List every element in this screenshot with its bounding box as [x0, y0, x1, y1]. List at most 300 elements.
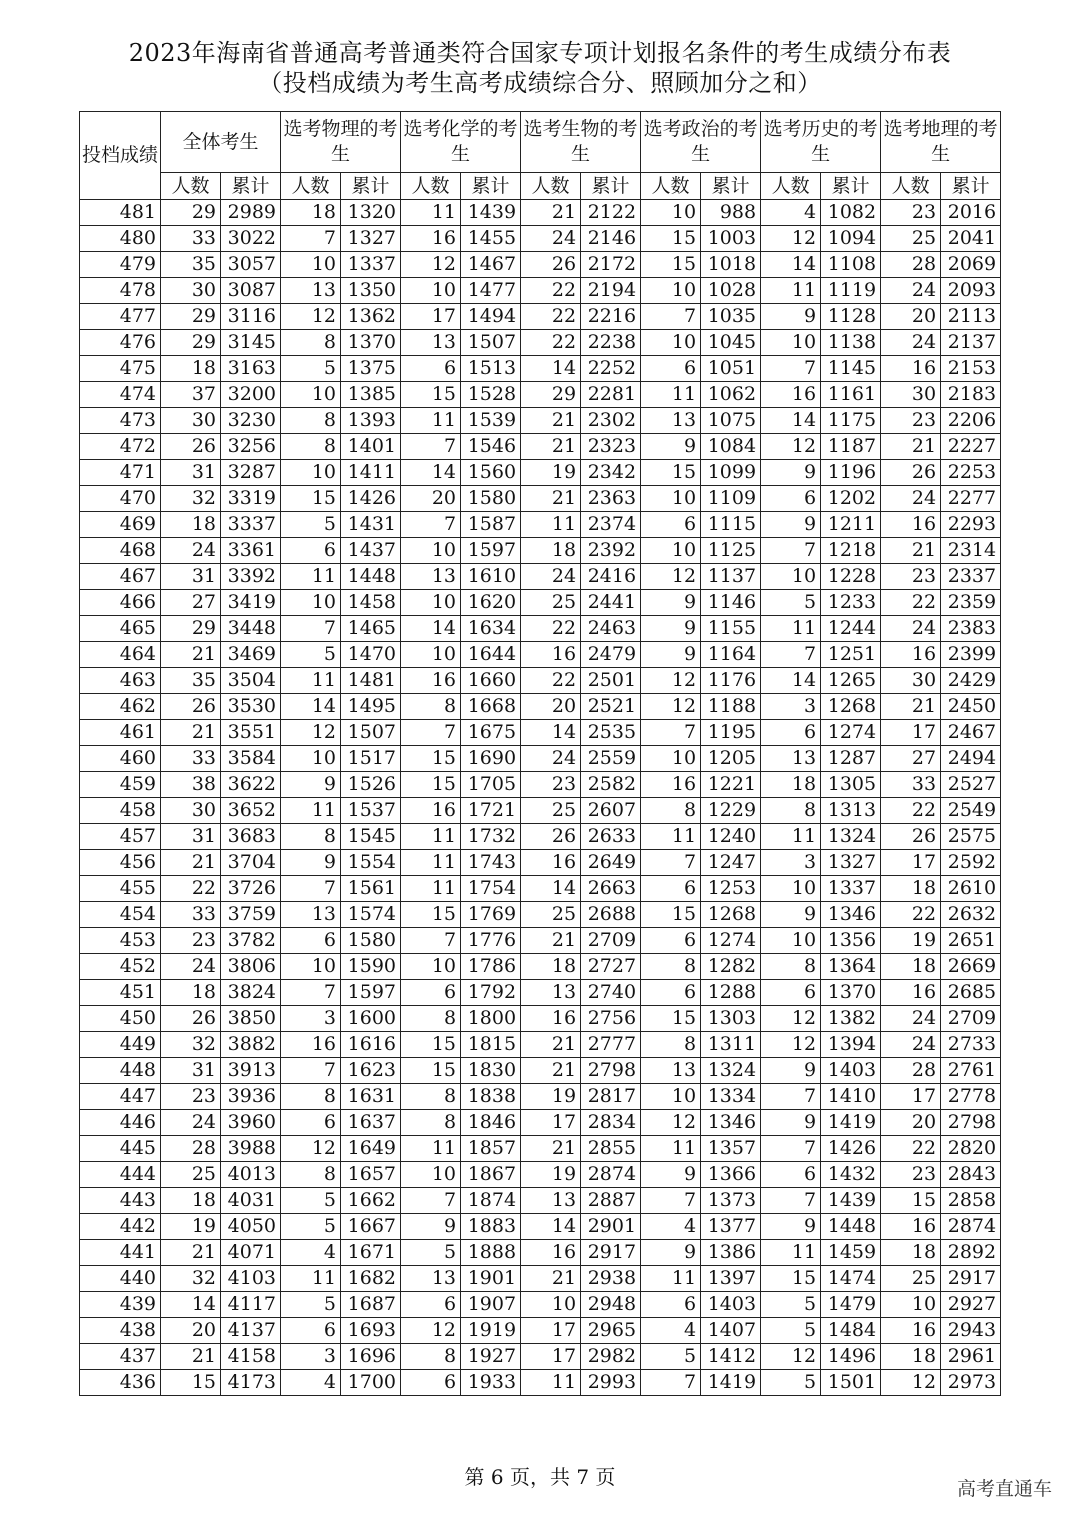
- count-cell: 30: [161, 278, 221, 304]
- table-row: [80, 798, 1001, 824]
- count-cell: 24: [881, 616, 941, 642]
- count-cell: 8: [281, 1162, 341, 1188]
- count-cell: 8: [281, 408, 341, 434]
- count-cell: 9: [641, 590, 701, 616]
- cumulative-cell: 1337: [341, 252, 401, 278]
- count-cell: 11: [641, 824, 701, 850]
- count-cell: 18: [521, 538, 581, 564]
- cumulative-cell: 1668: [461, 694, 521, 720]
- count-cell: 16: [761, 382, 821, 408]
- count-cell: 16: [641, 772, 701, 798]
- cumulative-cell: 1385: [341, 382, 401, 408]
- count-cell: 10: [401, 538, 461, 564]
- cumulative-cell: 3419: [221, 590, 281, 616]
- count-cell: 30: [161, 798, 221, 824]
- cumulative-cell: 1830: [461, 1058, 521, 1084]
- count-cell: 28: [881, 1058, 941, 1084]
- count-cell: 10: [401, 590, 461, 616]
- count-cell: 22: [881, 1136, 941, 1162]
- cumulative-cell: 3116: [221, 304, 281, 330]
- cumulative-cell: 3683: [221, 824, 281, 850]
- cumulative-cell: 1644: [461, 642, 521, 668]
- count-cell: 6: [401, 356, 461, 382]
- cumulative-cell: 1125: [701, 538, 761, 564]
- cumulative-cell: 3200: [221, 382, 281, 408]
- cumulative-cell: 1346: [821, 902, 881, 928]
- count-cell: 9: [641, 616, 701, 642]
- count-cell: 21: [521, 1136, 581, 1162]
- table-row: [80, 486, 1001, 512]
- score-cell: 466: [80, 590, 161, 616]
- cumulative-cell: 3504: [221, 668, 281, 694]
- table-row: [80, 876, 1001, 902]
- cumulative-cell: 4031: [221, 1188, 281, 1214]
- cumulative-cell: 2323: [581, 434, 641, 460]
- count-cell: 7: [641, 1370, 701, 1396]
- count-cell: 13: [401, 330, 461, 356]
- cumulative-cell: 1888: [461, 1240, 521, 1266]
- cumulative-cell: 1251: [821, 642, 881, 668]
- score-cell: 481: [80, 200, 161, 226]
- count-cell: 18: [161, 980, 221, 1006]
- count-cell: 24: [161, 1110, 221, 1136]
- cumulative-cell: 1115: [701, 512, 761, 538]
- cumulative-cell: 1202: [821, 486, 881, 512]
- cumulative-cell: 1437: [341, 538, 401, 564]
- count-cell: 24: [161, 538, 221, 564]
- cumulative-cell: 1496: [821, 1344, 881, 1370]
- count-cell: 12: [281, 720, 341, 746]
- count-cell: 6: [641, 512, 701, 538]
- cumulative-cell: 2778: [941, 1084, 1001, 1110]
- table-row: [80, 1084, 1001, 1110]
- count-cell: 12: [881, 1370, 941, 1396]
- cumulative-cell: 1484: [821, 1318, 881, 1344]
- cumulative-cell: 1356: [821, 928, 881, 954]
- count-cell: 8: [401, 1344, 461, 1370]
- table-row: [80, 746, 1001, 772]
- count-cell: 15: [401, 1032, 461, 1058]
- count-cell: 16: [521, 850, 581, 876]
- cumulative-cell: 1465: [341, 616, 401, 642]
- table-row: [80, 1266, 1001, 1292]
- count-cell: 13: [281, 278, 341, 304]
- cumulative-cell: 1634: [461, 616, 521, 642]
- count-cell: 32: [161, 486, 221, 512]
- count-cell: 21: [161, 850, 221, 876]
- score-column-header: 投档成绩: [80, 112, 161, 200]
- count-cell: 16: [401, 668, 461, 694]
- cumulative-cell: 1364: [821, 954, 881, 980]
- cumulative-cell: 2663: [581, 876, 641, 902]
- count-cell: 11: [281, 798, 341, 824]
- cumulative-cell: 3759: [221, 902, 281, 928]
- score-cell: 453: [80, 928, 161, 954]
- cumulative-cell: 3145: [221, 330, 281, 356]
- count-cell: 14: [761, 668, 821, 694]
- count-cell: 28: [161, 1136, 221, 1162]
- cumulative-cell: 1561: [341, 876, 401, 902]
- cumulative-cell: 2383: [941, 616, 1001, 642]
- score-cell: 479: [80, 252, 161, 278]
- cumulative-header: 累计: [941, 173, 1001, 200]
- count-cell: 6: [641, 876, 701, 902]
- score-cell: 455: [80, 876, 161, 902]
- cumulative-cell: 1253: [701, 876, 761, 902]
- cumulative-cell: 1528: [461, 382, 521, 408]
- count-cell: 33: [881, 772, 941, 798]
- score-cell: 448: [80, 1058, 161, 1084]
- count-cell: 7: [281, 876, 341, 902]
- cumulative-cell: 1539: [461, 408, 521, 434]
- score-cell: 458: [80, 798, 161, 824]
- cumulative-cell: 2901: [581, 1214, 641, 1240]
- cumulative-header: 累计: [461, 173, 521, 200]
- count-cell: 13: [761, 746, 821, 772]
- score-cell: 438: [80, 1318, 161, 1344]
- cumulative-cell: 3584: [221, 746, 281, 772]
- cumulative-cell: 1187: [821, 434, 881, 460]
- count-cell: 6: [761, 1162, 821, 1188]
- cumulative-cell: 1800: [461, 1006, 521, 1032]
- score-cell: 467: [80, 564, 161, 590]
- table-row: [80, 460, 1001, 486]
- count-cell: 8: [281, 330, 341, 356]
- cumulative-cell: 2733: [941, 1032, 1001, 1058]
- cumulative-cell: 2961: [941, 1344, 1001, 1370]
- count-cell: 18: [881, 1240, 941, 1266]
- count-header: 人数: [161, 173, 221, 200]
- table-row: [80, 1292, 1001, 1318]
- cumulative-cell: 2535: [581, 720, 641, 746]
- cumulative-cell: 2973: [941, 1370, 1001, 1396]
- count-cell: 15: [641, 460, 701, 486]
- count-cell: 6: [761, 980, 821, 1006]
- table-row: [80, 1136, 1001, 1162]
- count-cell: 14: [761, 408, 821, 434]
- cumulative-cell: 2965: [581, 1318, 641, 1344]
- cumulative-cell: 2293: [941, 512, 1001, 538]
- table-row: [80, 1344, 1001, 1370]
- count-cell: 22: [521, 330, 581, 356]
- count-cell: 24: [161, 954, 221, 980]
- count-cell: 11: [761, 824, 821, 850]
- score-cell: 439: [80, 1292, 161, 1318]
- table-row: [80, 382, 1001, 408]
- count-cell: 20: [881, 304, 941, 330]
- cumulative-cell: 2669: [941, 954, 1001, 980]
- cumulative-cell: 1426: [341, 486, 401, 512]
- table-row: [80, 512, 1001, 538]
- count-cell: 16: [401, 798, 461, 824]
- score-cell: 465: [80, 616, 161, 642]
- cumulative-cell: 1175: [821, 408, 881, 434]
- cumulative-cell: 2917: [941, 1266, 1001, 1292]
- cumulative-cell: 1407: [701, 1318, 761, 1344]
- cumulative-cell: 3704: [221, 850, 281, 876]
- group-header: 选考生物的考生: [521, 112, 641, 173]
- count-cell: 8: [281, 434, 341, 460]
- cumulative-cell: 2740: [581, 980, 641, 1006]
- group-header: 选考化学的考生: [401, 112, 521, 173]
- cumulative-cell: 1334: [701, 1084, 761, 1110]
- count-cell: 14: [521, 356, 581, 382]
- count-cell: 7: [641, 304, 701, 330]
- count-cell: 11: [281, 1266, 341, 1292]
- cumulative-cell: 3551: [221, 720, 281, 746]
- cumulative-cell: 1138: [821, 330, 881, 356]
- cumulative-cell: 2688: [581, 902, 641, 928]
- cumulative-cell: 1265: [821, 668, 881, 694]
- count-cell: 20: [521, 694, 581, 720]
- count-cell: 23: [881, 1162, 941, 1188]
- count-cell: 4: [761, 200, 821, 226]
- count-cell: 24: [881, 1032, 941, 1058]
- count-cell: 6: [641, 928, 701, 954]
- count-cell: 5: [281, 356, 341, 382]
- cumulative-cell: 1857: [461, 1136, 521, 1162]
- table-row: [80, 902, 1001, 928]
- count-cell: 11: [401, 876, 461, 902]
- group-header: 选考政治的考生: [641, 112, 761, 173]
- count-cell: 24: [521, 226, 581, 252]
- cumulative-header: 累计: [701, 173, 761, 200]
- cumulative-header: 累计: [221, 173, 281, 200]
- count-cell: 5: [761, 590, 821, 616]
- brand-watermark: 高考直通车: [956, 1478, 1052, 1500]
- count-cell: 12: [281, 304, 341, 330]
- cumulative-cell: 2463: [581, 616, 641, 642]
- cumulative-cell: 2798: [941, 1110, 1001, 1136]
- cumulative-cell: 2521: [581, 694, 641, 720]
- count-cell: 22: [521, 278, 581, 304]
- cumulative-cell: 1769: [461, 902, 521, 928]
- count-cell: 10: [641, 200, 701, 226]
- count-cell: 19: [521, 1084, 581, 1110]
- cumulative-cell: 1649: [341, 1136, 401, 1162]
- cumulative-cell: 2948: [581, 1292, 641, 1318]
- cumulative-cell: 2302: [581, 408, 641, 434]
- table-row: [80, 1110, 1001, 1136]
- table-row: [80, 850, 1001, 876]
- count-cell: 13: [521, 1188, 581, 1214]
- cumulative-cell: 2153: [941, 356, 1001, 382]
- group-header: 全体考生: [161, 112, 281, 173]
- cumulative-cell: 1467: [461, 252, 521, 278]
- cumulative-cell: 3337: [221, 512, 281, 538]
- cumulative-cell: 2927: [941, 1292, 1001, 1318]
- cumulative-cell: 1373: [701, 1188, 761, 1214]
- table-row: [80, 720, 1001, 746]
- group-header: 选考物理的考生: [281, 112, 401, 173]
- cumulative-header: 累计: [821, 173, 881, 200]
- count-cell: 22: [521, 616, 581, 642]
- cumulative-cell: 2069: [941, 252, 1001, 278]
- count-cell: 26: [161, 1006, 221, 1032]
- count-cell: 6: [761, 720, 821, 746]
- cumulative-cell: 1507: [461, 330, 521, 356]
- cumulative-cell: 1419: [821, 1110, 881, 1136]
- count-cell: 26: [521, 252, 581, 278]
- cumulative-cell: 2777: [581, 1032, 641, 1058]
- count-cell: 9: [761, 512, 821, 538]
- count-cell: 9: [281, 850, 341, 876]
- count-cell: 21: [161, 1344, 221, 1370]
- count-cell: 14: [761, 252, 821, 278]
- cumulative-cell: 1082: [821, 200, 881, 226]
- count-cell: 3: [281, 1006, 341, 1032]
- count-cell: 8: [641, 798, 701, 824]
- score-cell: 476: [80, 330, 161, 356]
- cumulative-cell: 1597: [341, 980, 401, 1006]
- count-cell: 9: [761, 902, 821, 928]
- cumulative-cell: 1109: [701, 486, 761, 512]
- count-cell: 17: [881, 720, 941, 746]
- cumulative-cell: 1743: [461, 850, 521, 876]
- count-cell: 26: [161, 434, 221, 460]
- count-cell: 13: [401, 1266, 461, 1292]
- count-cell: 7: [401, 1188, 461, 1214]
- cumulative-cell: 1062: [701, 382, 761, 408]
- cumulative-cell: 2607: [581, 798, 641, 824]
- count-cell: 25: [881, 226, 941, 252]
- count-cell: 8: [281, 824, 341, 850]
- cumulative-cell: 2041: [941, 226, 1001, 252]
- cumulative-cell: 4117: [221, 1292, 281, 1318]
- count-cell: 18: [161, 512, 221, 538]
- count-cell: 18: [881, 1344, 941, 1370]
- count-cell: 32: [161, 1032, 221, 1058]
- cumulative-cell: 1526: [341, 772, 401, 798]
- cumulative-cell: 2649: [581, 850, 641, 876]
- count-cell: 13: [641, 408, 701, 434]
- cumulative-cell: 3824: [221, 980, 281, 1006]
- count-cell: 5: [761, 1370, 821, 1396]
- count-cell: 15: [401, 902, 461, 928]
- cumulative-cell: 1587: [461, 512, 521, 538]
- count-cell: 23: [881, 408, 941, 434]
- cumulative-cell: 988: [701, 200, 761, 226]
- table-row: [80, 1188, 1001, 1214]
- count-cell: 19: [881, 928, 941, 954]
- table-row: [80, 980, 1001, 1006]
- cumulative-cell: 1137: [701, 564, 761, 590]
- cumulative-cell: 2610: [941, 876, 1001, 902]
- cumulative-cell: 1660: [461, 668, 521, 694]
- count-cell: 10: [281, 590, 341, 616]
- cumulative-cell: 1623: [341, 1058, 401, 1084]
- count-cell: 25: [521, 590, 581, 616]
- score-cell: 441: [80, 1240, 161, 1266]
- cumulative-header: 累计: [581, 173, 641, 200]
- count-cell: 29: [161, 616, 221, 642]
- count-cell: 22: [161, 876, 221, 902]
- count-cell: 30: [161, 408, 221, 434]
- cumulative-cell: 2093: [941, 278, 1001, 304]
- count-cell: 26: [521, 824, 581, 850]
- table-row: [80, 668, 1001, 694]
- cumulative-cell: 1470: [341, 642, 401, 668]
- count-cell: 6: [641, 1292, 701, 1318]
- score-cell: 460: [80, 746, 161, 772]
- cumulative-cell: 1268: [701, 902, 761, 928]
- cumulative-cell: 2798: [581, 1058, 641, 1084]
- count-cell: 9: [281, 772, 341, 798]
- count-cell: 19: [521, 460, 581, 486]
- cumulative-cell: 1327: [821, 850, 881, 876]
- count-cell: 17: [521, 1110, 581, 1136]
- cumulative-cell: 1705: [461, 772, 521, 798]
- cumulative-cell: 1350: [341, 278, 401, 304]
- count-cell: 17: [521, 1318, 581, 1344]
- score-cell: 457: [80, 824, 161, 850]
- count-cell: 18: [161, 356, 221, 382]
- count-cell: 14: [521, 720, 581, 746]
- cumulative-cell: 1776: [461, 928, 521, 954]
- cumulative-cell: 1403: [701, 1292, 761, 1318]
- cumulative-cell: 3882: [221, 1032, 281, 1058]
- cumulative-cell: 1229: [701, 798, 761, 824]
- cumulative-cell: 1370: [341, 330, 401, 356]
- count-cell: 8: [641, 954, 701, 980]
- count-cell: 12: [761, 1006, 821, 1032]
- count-cell: 14: [521, 1214, 581, 1240]
- count-cell: 5: [641, 1344, 701, 1370]
- count-cell: 8: [401, 694, 461, 720]
- cumulative-cell: 1357: [701, 1136, 761, 1162]
- count-cell: 15: [641, 902, 701, 928]
- count-cell: 15: [641, 226, 701, 252]
- cumulative-cell: 1287: [821, 746, 881, 772]
- cumulative-cell: 1303: [701, 1006, 761, 1032]
- count-cell: 4: [641, 1318, 701, 1344]
- cumulative-cell: 3726: [221, 876, 281, 902]
- cumulative-cell: 2467: [941, 720, 1001, 746]
- score-cell: 456: [80, 850, 161, 876]
- cumulative-cell: 1188: [701, 694, 761, 720]
- cumulative-cell: 2374: [581, 512, 641, 538]
- cumulative-cell: 1667: [341, 1214, 401, 1240]
- count-cell: 6: [281, 928, 341, 954]
- cumulative-cell: 2441: [581, 590, 641, 616]
- cumulative-cell: 1311: [701, 1032, 761, 1058]
- count-cell: 22: [881, 902, 941, 928]
- score-cell: 444: [80, 1162, 161, 1188]
- count-cell: 24: [881, 486, 941, 512]
- cumulative-cell: 1838: [461, 1084, 521, 1110]
- cumulative-cell: 1018: [701, 252, 761, 278]
- cumulative-cell: 3361: [221, 538, 281, 564]
- count-cell: 23: [881, 200, 941, 226]
- score-cell: 449: [80, 1032, 161, 1058]
- count-cell: 21: [521, 1058, 581, 1084]
- count-header: 人数: [881, 173, 941, 200]
- cumulative-cell: 2252: [581, 356, 641, 382]
- count-cell: 15: [641, 252, 701, 278]
- count-cell: 14: [161, 1292, 221, 1318]
- count-cell: 8: [281, 1084, 341, 1110]
- count-cell: 7: [641, 1188, 701, 1214]
- cumulative-cell: 1426: [821, 1136, 881, 1162]
- count-cell: 5: [401, 1240, 461, 1266]
- count-cell: 18: [521, 954, 581, 980]
- cumulative-cell: 3392: [221, 564, 281, 590]
- count-cell: 11: [761, 278, 821, 304]
- count-cell: 24: [881, 278, 941, 304]
- cumulative-cell: 2342: [581, 460, 641, 486]
- cumulative-cell: 2834: [581, 1110, 641, 1136]
- cumulative-cell: 1786: [461, 954, 521, 980]
